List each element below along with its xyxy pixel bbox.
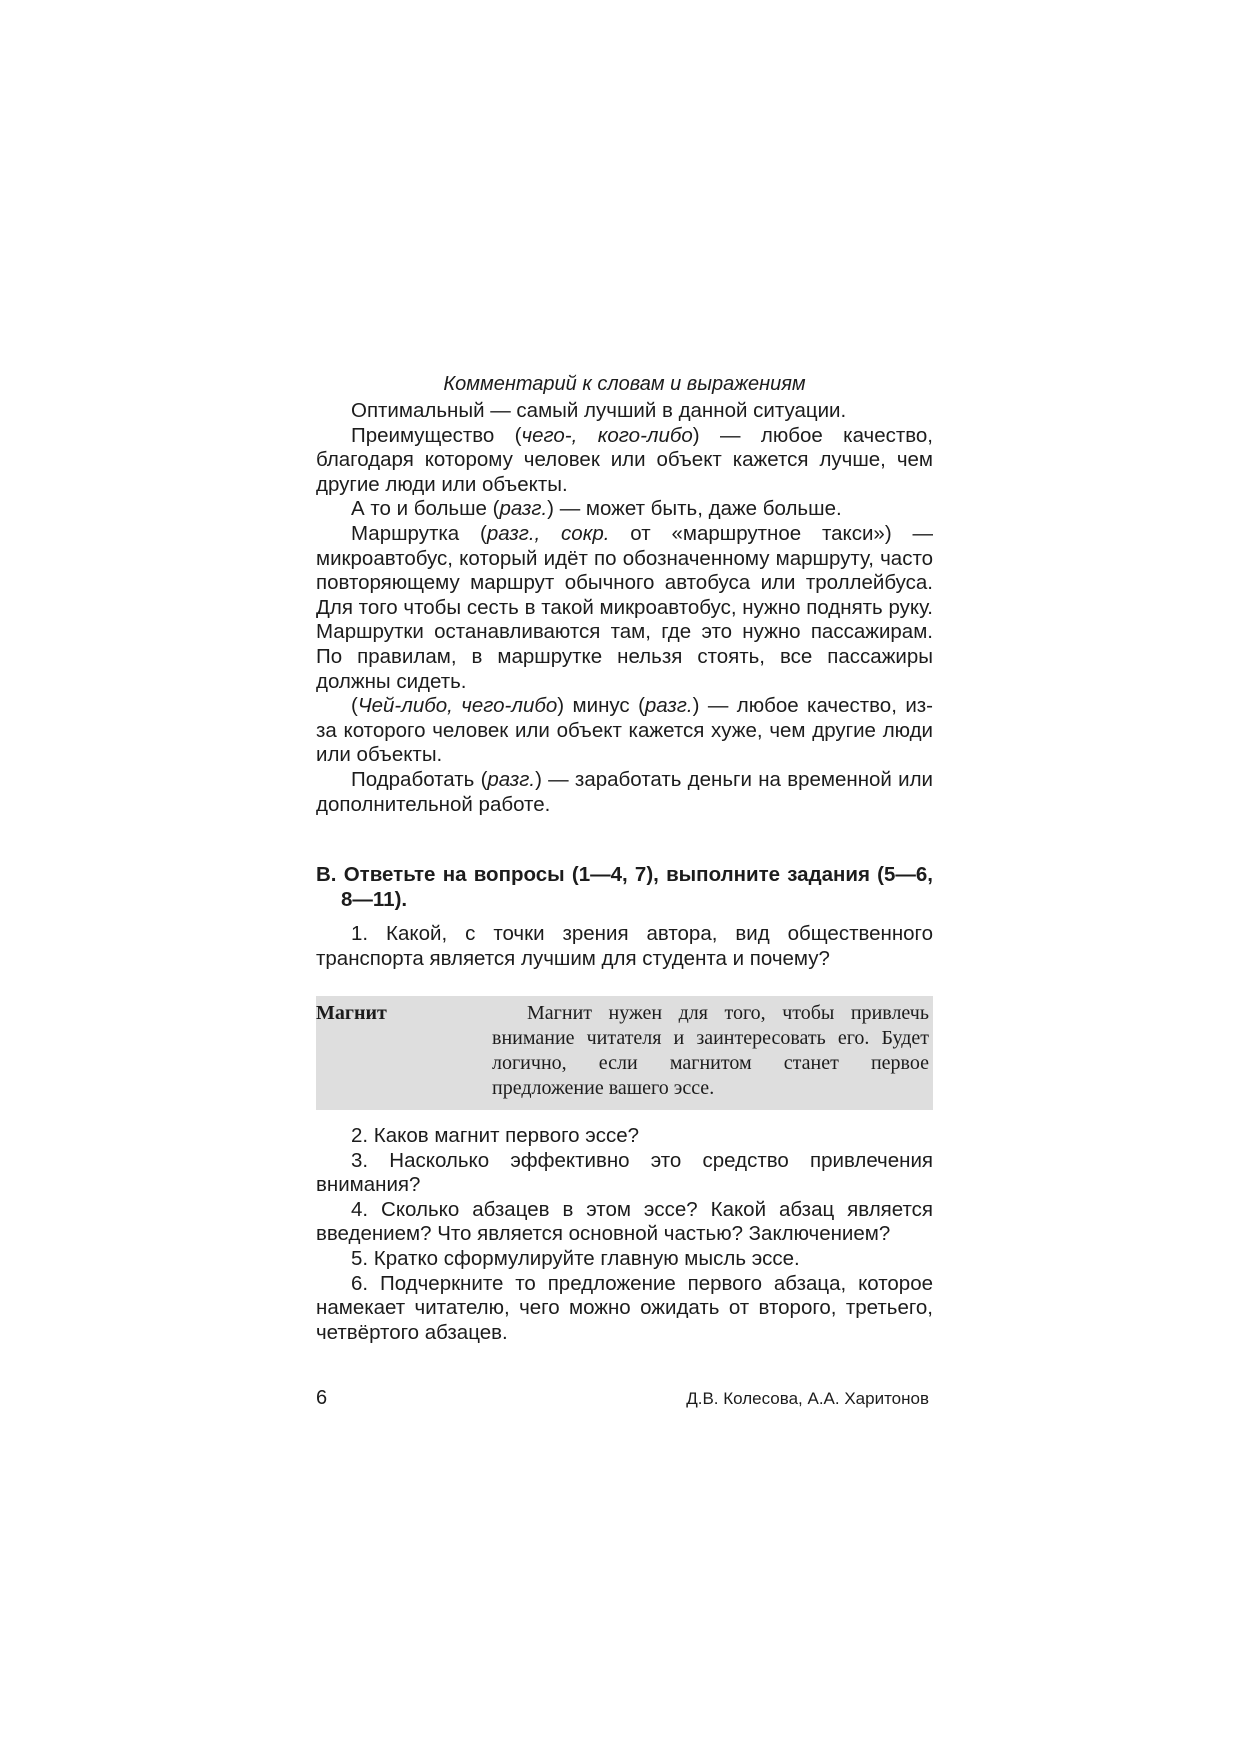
- glossary-entry: Подработать (разг.) — заработать деньги на временной или дополнительной работе.: [316, 767, 933, 816]
- glossary-entry: Маршрутка (разг., сокр. от «маршрутное такси») — микроавтобус, который идёт по обозначенному маршруту, часто повторяющему маршрут обычного автобуса или троллейбуса. Для того чтобы сесть в такой микроавтобус, нужно поднять руку. Маршрутки останавливаются там, где это нужно пассажирам. По правилам, в маршрутке нельзя стоять, все пассажиры должны сидеть.: [316, 521, 933, 693]
- list-item: 4. Сколько абзацев в этом эссе? Какой абзац является введением? Что является основной частью? Заключением?: [316, 1197, 933, 1246]
- definition-box: [316, 996, 933, 1110]
- list-item: 3. Насколько эффективно это средство привлечения внимания?: [316, 1148, 933, 1197]
- question-text: 1. Какой, с точки зрения автора, вид общественного транспорта является лучшим для студента и почему?: [316, 922, 933, 970]
- list-item: 6. Подчеркните то предложение первого абзаца, которое намекает читателю, чего можно ожидать от второго, третьего, четвёртого абзацев.: [316, 1271, 933, 1344]
- box-definition: Магнит нужен для того, чтобы привлечь внимание читателя и заинтересовать его. Будет логично, если магнитом станет первое предложение вашего эссе.: [492, 1002, 929, 1099]
- glossary-entry: Оптимальный — самый лучший в данной ситуации.: [351, 399, 847, 422]
- list-item: 5. Кратко сформулируйте главную мысль эссе.: [351, 1246, 800, 1270]
- glossary: [316, 399, 933, 817]
- question-1: [316, 922, 933, 971]
- questions-list: [316, 1124, 933, 1345]
- document-page: [316, 0, 933, 1755]
- page-number: 6: [316, 1387, 328, 1409]
- page-footer: [316, 1386, 933, 1410]
- section-title: Комментарий к словам и выражениям: [443, 373, 806, 395]
- glossary-entry: А то и больше (разг.) — может быть, даже больше.: [351, 497, 842, 521]
- task-heading: B. Ответьте на вопросы (1—4, 7), выполните задания (5—6, 8—11).: [316, 863, 933, 911]
- glossary-entry: Преимущество (чего-, кого-либо) — любое качество, благодаря которому человек или объект кажется лучше, чем другие люди или объекты.: [316, 423, 933, 496]
- footer-authors: Д.В. Колесова, А.А. Харитонов: [686, 1389, 929, 1408]
- box-term: Магнит: [316, 1002, 387, 1024]
- glossary-entry: (Чей-либо, чего-либо) минус (разг.) — любое качество, из-за которого человек или объект кажется хуже, чем другие люди или объекты.: [316, 694, 933, 767]
- list-item: 2. Каков магнит первого эссе?: [351, 1124, 640, 1147]
